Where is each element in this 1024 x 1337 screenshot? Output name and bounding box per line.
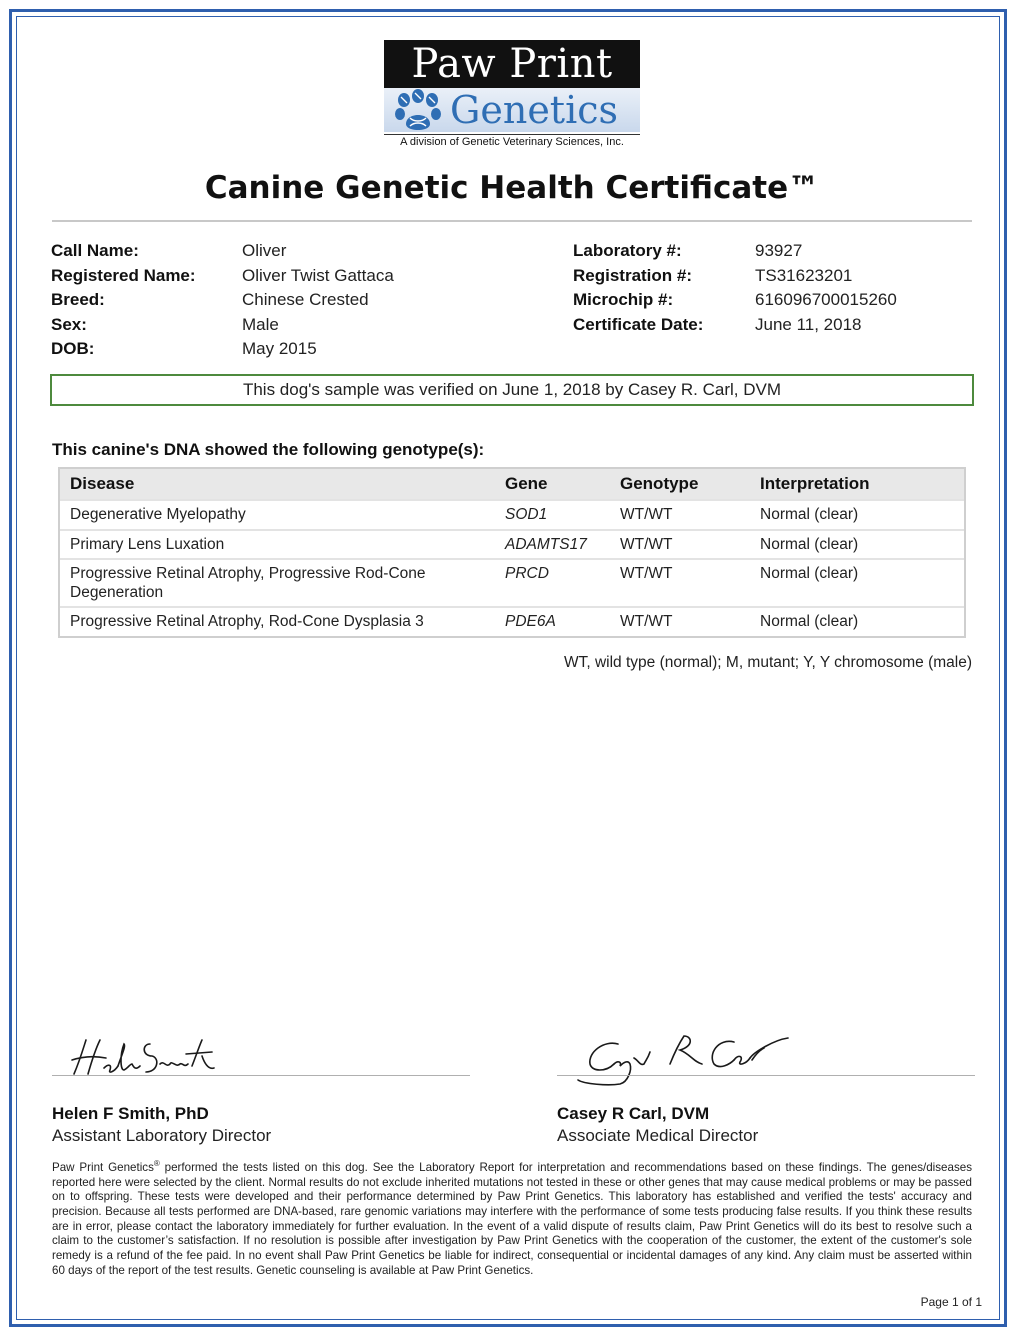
value-microchip-number: 616096700015260 xyxy=(755,290,897,309)
value-breed: Chinese Crested xyxy=(242,290,369,309)
header-disease: Disease xyxy=(60,469,505,500)
value-dob: May 2015 xyxy=(242,339,317,358)
results-heading: This canine's DNA showed the following genotype(s): xyxy=(52,440,485,459)
signer-title-left: Assistant Laboratory Director xyxy=(52,1126,272,1145)
label-registered-name: Registered Name: xyxy=(51,265,196,285)
cell-interpretation: Normal (clear) xyxy=(750,500,964,530)
info-right-values xyxy=(755,239,897,337)
label-breed: Breed: xyxy=(51,290,105,309)
cell-genotype: WT/WT xyxy=(610,607,750,636)
disclaimer-text: performed the tests listed on this dog. See the Laboratory Report for interpretation and recommendations based on these findings. The genes/diseases reported here were selected by the client. Normal results do not exclude inherited mutations not tested in these or other genes that may cause medical problems or may be passed on to offspring. These tests were developed and their performance determined by Paw Print Genetics. This laboratory has established and verified the tests' accuracy and precision. Because all tests performed are DNA-based, rare genomic variations may interfere with the performance of some tests producing false results. If you think these results are in error, please contact the laboratory immediately for further evaluation. In the event of a valid dispute of results claim, Paw Print Genetics will do its best to resolve such a claim to the customer’s satisfaction. If no resolution is possible after investigation by Paw Print Genetics with the cooperation of the customer, the extent of the customer's sole remedy is a refund of the fee paid. In no event shall Paw Print Genetics be liable for indirect, consequential or incidental damages of any kind. Any claim must be asserted within 60 days of the report of the test results. Genetic counseling is available at Paw Print Genetics. xyxy=(52,1160,972,1277)
label-registration-number: Registration #: xyxy=(573,265,693,285)
table-row xyxy=(60,530,964,560)
cell-interpretation: Normal (clear) xyxy=(750,530,964,560)
label-certificate-date: Certificate Date: xyxy=(573,314,704,334)
info-right-labels xyxy=(573,239,703,337)
logo-line1: Paw Print xyxy=(384,40,640,88)
label-sex: Sex: xyxy=(51,314,87,334)
label-microchip-number: Microchip #: xyxy=(573,290,674,309)
info-left-labels xyxy=(51,239,196,362)
signer-title-right: Associate Medical Director xyxy=(557,1126,759,1145)
cell-interpretation: Normal (clear) xyxy=(750,559,964,607)
signature-line-left xyxy=(52,1075,470,1076)
genotype-legend: WT, wild type (normal); M, mutant; Y, Y chromosome (male) xyxy=(563,654,972,671)
paw-dna-icon xyxy=(392,88,444,134)
logo-subline: A division of Genetic Veterinary Sciences, Inc. xyxy=(384,134,640,148)
signature-line-right xyxy=(557,1075,975,1076)
cell-genotype: WT/WT xyxy=(610,559,750,607)
table-row xyxy=(60,607,964,636)
value-sex: Male xyxy=(242,314,279,334)
header-gene: Gene xyxy=(505,469,610,500)
value-certificate-date: June 11, 2018 xyxy=(755,314,862,334)
verification-box: This dog's sample was verified on June 1, 2018 by Casey R. Carl, DVM xyxy=(50,374,974,406)
logo-line2: Genetics xyxy=(450,88,619,132)
certificate-title: Canine Genetic Health Certificate™ xyxy=(204,170,820,206)
header-genotype: Genotype xyxy=(610,469,750,500)
table-header-row xyxy=(60,469,964,500)
disclaimer-brand: Paw Print Genetics xyxy=(52,1160,154,1174)
value-registration-number: TS31623201 xyxy=(755,265,853,285)
cell-gene: PRCD xyxy=(505,559,610,607)
table-row xyxy=(60,559,964,607)
value-call-name: Oliver xyxy=(242,241,287,260)
genotype-table xyxy=(58,467,966,638)
cell-interpretation: Normal (clear) xyxy=(750,607,964,636)
label-dob: DOB: xyxy=(51,339,95,358)
value-registered-name: Oliver Twist Gattaca xyxy=(242,265,394,285)
cell-disease: Progressive Retinal Atrophy, Progressive Rod-Cone Degeneration xyxy=(60,559,505,607)
cell-gene: PDE6A xyxy=(505,607,610,636)
cell-disease: Progressive Retinal Atrophy, Rod-Cone Dysplasia 3 xyxy=(60,607,505,636)
title-divider xyxy=(52,220,972,222)
company-logo xyxy=(384,40,640,152)
signature-helen-smith xyxy=(66,1034,216,1080)
legal-disclaimer xyxy=(52,1157,972,1278)
info-left-values xyxy=(242,239,394,362)
cell-gene: ADAMTS17 xyxy=(505,530,610,560)
registered-mark: ® xyxy=(153,1159,160,1168)
header-interpretation: Interpretation xyxy=(750,469,964,500)
cell-genotype: WT/WT xyxy=(610,530,750,560)
cell-disease: Degenerative Myelopathy xyxy=(60,500,505,530)
label-laboratory-number: Laboratory #: xyxy=(573,241,682,260)
signature-casey-carl xyxy=(574,1030,794,1090)
cell-genotype: WT/WT xyxy=(610,500,750,530)
value-laboratory-number: 93927 xyxy=(755,241,803,260)
signer-name-right: Casey R Carl, DVM xyxy=(557,1104,710,1123)
cell-disease: Primary Lens Luxation xyxy=(60,530,505,560)
table-row xyxy=(60,500,964,530)
signer-name-left: Helen F Smith, PhD xyxy=(52,1104,209,1123)
label-call-name: Call Name: xyxy=(51,241,139,260)
cell-gene: SOD1 xyxy=(505,500,610,530)
page-number: Page 1 of 1 xyxy=(920,1295,982,1309)
